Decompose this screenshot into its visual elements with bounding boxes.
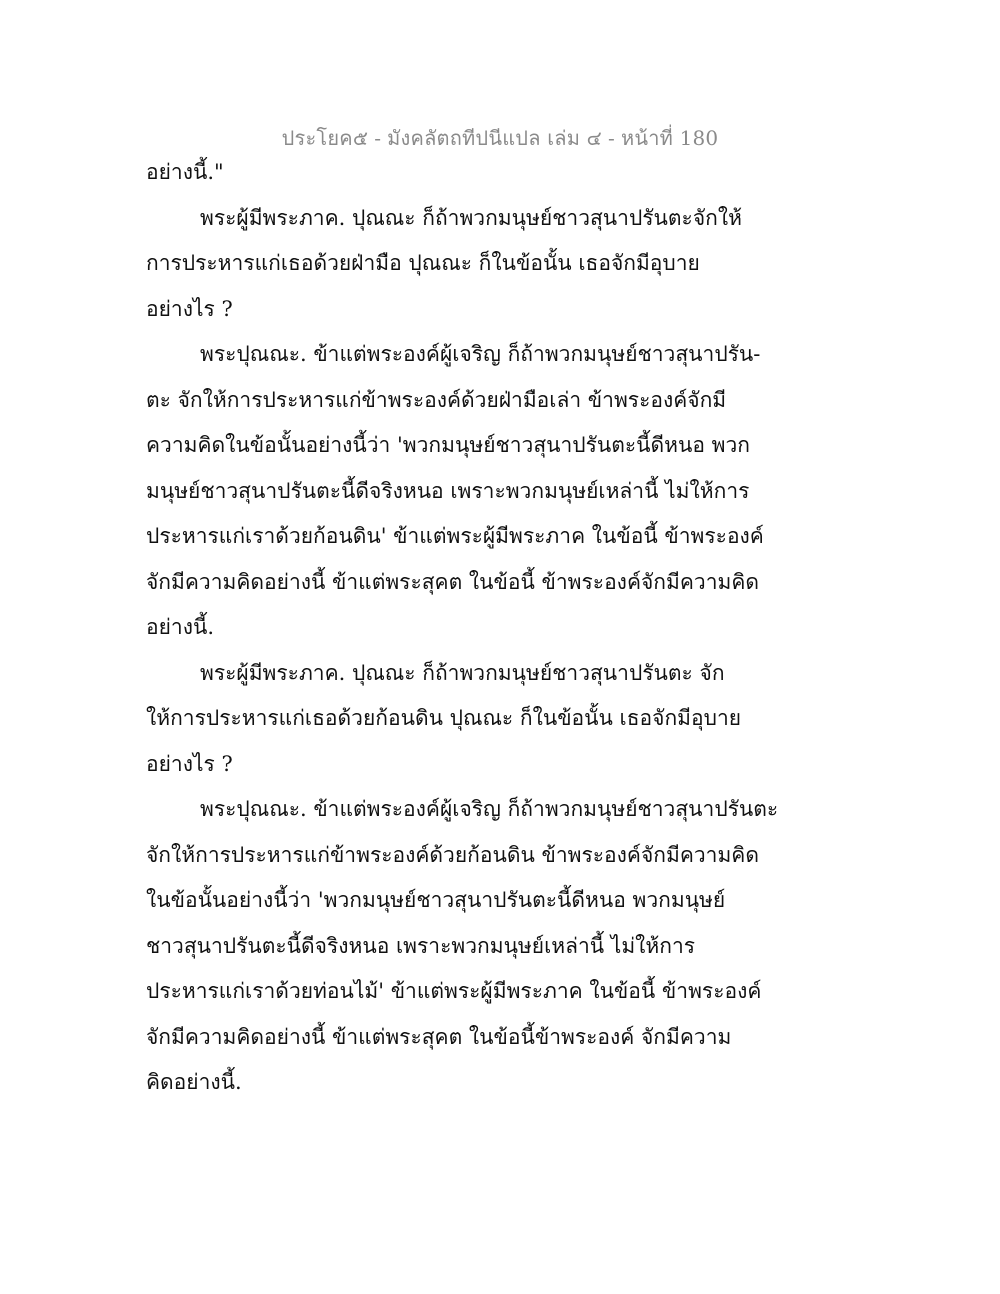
text-line: พระผู้มีพระภาค. ปุณณะ ก็ถ้าพวกมนุษย์ชาวสุนาปรันตะ จัก <box>200 660 725 685</box>
text-line: พระปุณณะ. ข้าแต่พระองค์ผู้เจริญ ก็ถ้าพวกมนุษย์ชาวสุนาปรัน- <box>200 342 761 366</box>
text-line: พระผู้มีพระภาค. ปุณณะ ก็ถ้าพวกมนุษย์ชาวสุนาปรันตะจักให้ <box>200 205 742 230</box>
text-line: ตะ จักให้การประหารแก่ข้าพระองค์ด้วยฝ่ามือเล่า ข้าพระองค์จักมี <box>146 387 727 412</box>
header-section: ประโยค๕ <box>281 126 369 150</box>
text-line: ให้การประหารแก่เธอด้วยก้อนดิน ปุณณะ ก็ในข้อนั้น เธอจักมีอุบาย <box>146 706 742 730</box>
text-line: ประหารแก่เราด้วยท่อนไม้' ข้าแต่พระผู้มีพระภาค ในข้อนี้ ข้าพระองค์ <box>146 979 762 1003</box>
header-separator: - <box>374 126 382 150</box>
text-line: อย่างไร ? <box>146 296 233 321</box>
text-line: มนุษย์ชาวสุนาปรันตะนี้ดีจริงหนอ เพราะพวกมนุษย์เหล่านี้ ไม่ให้การ <box>146 478 750 503</box>
text-line: จักให้การประหารแก่ข้าพระองค์ด้วยก้อนดิน ข้าพระองค์จักมีความคิด <box>146 842 759 867</box>
text-line: ชาวสุนาปรันตะนี้ดีจริงหนอ เพราะพวกมนุษย์เหล่านี้ ไม่ให้การ <box>146 933 696 958</box>
text-line: พระปุณณะ. ข้าแต่พระองค์ผู้เจริญ ก็ถ้าพวกมนุษย์ชาวสุนาปรันตะ <box>200 797 779 821</box>
text-line: ในข้อนั้นอย่างนี้ว่า 'พวกมนุษย์ชาวสุนาปรันตะนี้ดีหนอ พวกมนุษย์ <box>146 888 726 912</box>
text-line: การประหารแก่เธอด้วยฝ่ามือ ปุณณะ ก็ในข้อนั้น เธอจักมีอุบาย <box>146 251 700 275</box>
text-line: ประหารแก่เราด้วยก้อนดิน' ข้าแต่พระผู้มีพระภาค ในข้อนี้ ข้าพระองค์ <box>146 524 764 548</box>
text-line: อย่างไร ? <box>146 751 233 776</box>
text-line: ความคิดในข้อนั้นอย่างนี้ว่า 'พวกมนุษย์ชาวสุนาปรันตะนี้ดีหนอ พวก <box>146 433 751 457</box>
text-line: อย่างนี้. <box>146 615 214 639</box>
text-line: อย่างนี้." <box>146 160 224 184</box>
header-book-title: มังคลัตถทีปนีแปล เล่ม ๔ <box>387 126 602 150</box>
body-text <box>146 150 779 1106</box>
text-line: คิดอย่างนี้. <box>146 1070 242 1094</box>
header-page-label: หน้าที่ 180 <box>620 126 719 150</box>
text-line: จักมีความคิดอย่างนี้ ข้าแต่พระสุคต ในข้อนี้ข้าพระองค์ จักมีความ <box>146 1024 732 1049</box>
header-separator: - <box>607 126 615 150</box>
text-line: จักมีความคิดอย่างนี้ ข้าแต่พระสุคต ในข้อนี้ ข้าพระองค์จักมีความคิด <box>146 569 760 594</box>
